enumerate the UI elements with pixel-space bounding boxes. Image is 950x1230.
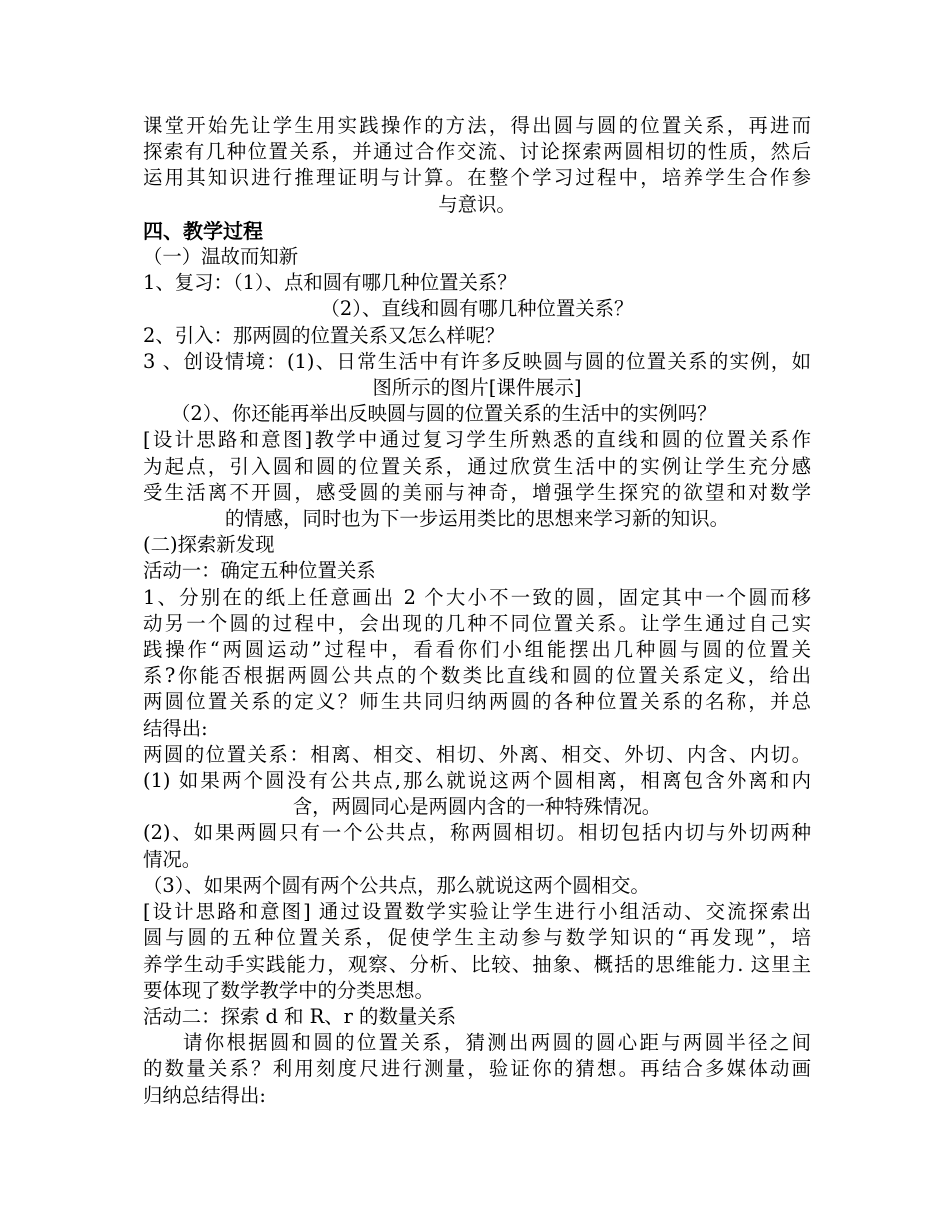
activity-1-paragraph [143, 585, 811, 742]
text-line: 践操作“两圆运动”过程中，看看你们小组能摆出几种圆与圆的位置关 [143, 638, 811, 662]
design-paragraph-1 [143, 427, 811, 532]
text-line: 1、分别在的纸上任意画出 2 个大小不一致的圆，固定其中一个圆而移 [143, 585, 811, 609]
review-item-2: （2）、直线和圆有哪几种位置关系？ [320, 297, 634, 321]
subsection-title: （一）温故而知新 [143, 245, 299, 269]
section-heading: 四、教学过程 [143, 218, 263, 243]
definition-3: （3）、如果两个圆有两个公共点，那么就说这两个圆相交。 [143, 873, 650, 897]
text-line: 含，两圆同心是两圆内含的一种特殊情况。 [292, 795, 662, 819]
definition-2 [143, 820, 811, 872]
text-line: 图所示的图片[课件展示] [372, 376, 582, 400]
intro-item: 2、引入：那两圆的位置关系又怎么样呢？ [143, 323, 505, 347]
text-line: (1) 如果两个圆没有公共点,那么就说这两个圆相离，相离包含外离和内 [143, 769, 811, 793]
relations-line: 两圆的位置关系：相离、相交、相切、外离、相交、外切、内含、内切。 [143, 742, 811, 766]
situation-paragraph [143, 349, 811, 401]
activity-title-1: 活动一：确定五种位置关系 [143, 559, 376, 583]
text-line: 探索有几种位置关系，并通过合作交流、讨论探索两圆相切的性质，然后 [143, 140, 811, 164]
text-line: 养学生动手实践能力，观察、分析、比较、抽象、概括的思维能力. 这里主 [143, 952, 811, 976]
paragraph-summary [143, 113, 811, 218]
text-line: 两圆位置关系的定义？师生共同归纳两圆的各种位置关系的名称，并总 [143, 690, 811, 714]
text-line: 要体现了数学教学中的分类思想。 [143, 978, 434, 1002]
text-line: 请你根据圆和圆的位置关系，猜测出两圆的圆心距与两圆半径之间 [183, 1031, 811, 1055]
text-line: 的情感，同时也为下一步运用类比的思想来学习新的知识。 [224, 507, 730, 531]
question-item: （2）、你还能再举出反映圆与圆的位置关系的生活中的实例吗？ [171, 402, 717, 426]
activity-title-2: 活动二：探索 d 和 R、r 的数量关系 [143, 1004, 457, 1028]
text-line: (2)、如果两圆只有一个公共点，称两圆相切。相切包括内切与外切两种 [143, 821, 811, 845]
text-line: [设计思路和意图]教学中通过复习学生所熟悉的直线和圆的位置关系作 [143, 428, 811, 452]
text-line: 圆与圆的五种位置关系，促使学生主动参与数学知识的“再发现”，培 [143, 926, 811, 950]
text-line: 3 、创设情境：(1)、日常生活中有许多反映圆与圆的位置关系的实例，如 [143, 349, 811, 373]
text-line: 系?你能否根据两圆公共点的个数类比直线和圆的位置关系定义，给出 [143, 664, 811, 688]
review-item-1: 1、复习：（1）、点和圆有哪几种位置关系？ [143, 271, 517, 295]
text-line: 受生活离不开圆，感受圆的美丽与神奇，增强学生探究的欲望和对数学 [143, 480, 811, 504]
text-line: 情况。 [143, 847, 202, 871]
text-line: 动另一个圆的过程中，会出现的几种不同位置关系。让学生通过自己实 [143, 611, 811, 635]
text-line: 归纳总结得出: [143, 1083, 266, 1107]
text-line: 运用其知识进行推理证明与计算。在整个学习过程中，培养学生合作参 [143, 166, 811, 190]
text-line: 与意识。 [438, 192, 516, 216]
text-line: [设计思路和意图] 通过设置数学实验让学生进行小组活动、交流探索出 [143, 900, 811, 924]
definition-1 [143, 768, 811, 820]
text-line: 为起点，引入圆和圆的位置关系，通过欣赏生活中的实例让学生充分感 [143, 454, 811, 478]
text-line: 结得出: [143, 716, 208, 740]
subsection-title: (二)探索新发现 [143, 533, 275, 557]
activity-2-paragraph [143, 1030, 811, 1109]
page-content [143, 113, 811, 1109]
text-line: 的数量关系？利用刻度尺进行测量，验证你的猜想。再结合多媒体动画 [143, 1057, 811, 1081]
text-line: 课堂开始先让学生用实践操作的方法，得出圆与圆的位置关系，再进而 [143, 114, 811, 137]
design-paragraph-2 [143, 899, 811, 1004]
